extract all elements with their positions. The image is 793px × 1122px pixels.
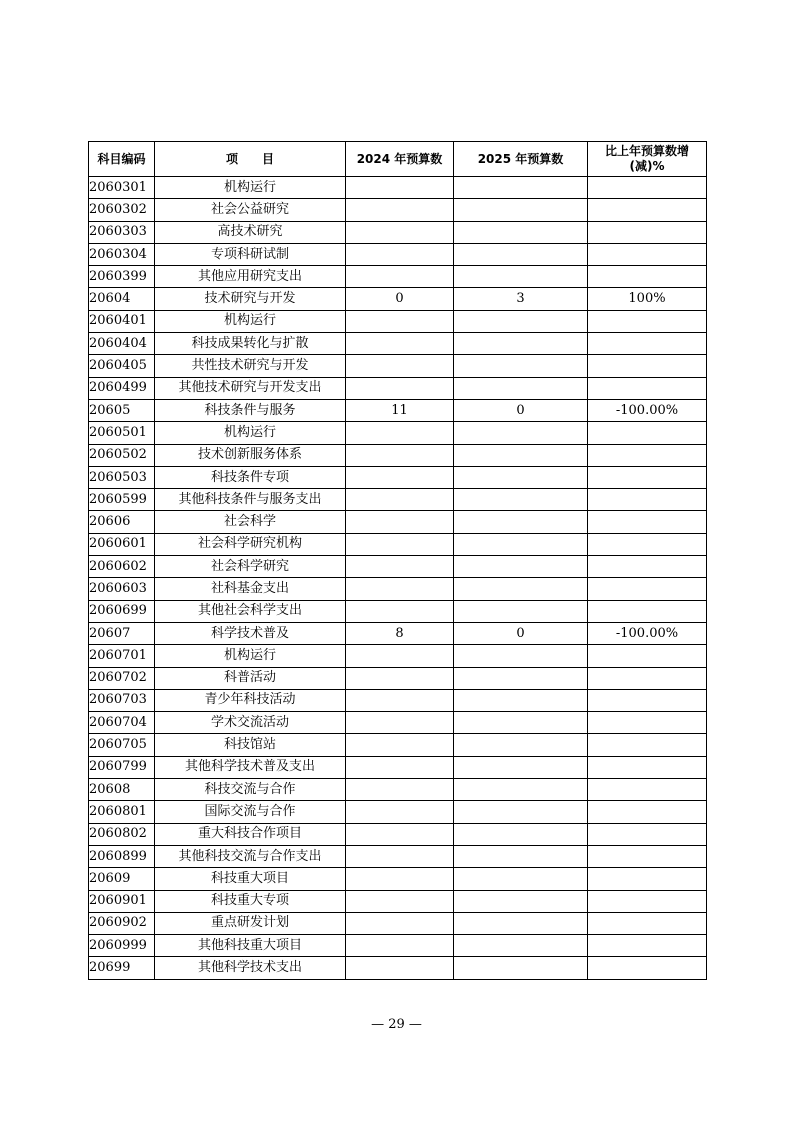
table-row: [89, 712, 707, 734]
cell-change: [588, 444, 707, 466]
table-row: [89, 422, 707, 444]
cell-budget-2025: [454, 578, 588, 600]
cell-change: [588, 912, 707, 934]
cell-code: 2060405: [89, 355, 155, 377]
cell-budget-2024: [346, 779, 454, 801]
cell-budget-2024: [346, 377, 454, 399]
cell-budget-2025: [454, 243, 588, 265]
cell-budget-2024: [346, 266, 454, 288]
cell-name: 其他应用研究支出: [155, 266, 346, 288]
cell-budget-2024: [346, 823, 454, 845]
cell-name: 其他科学技术支出: [155, 957, 346, 979]
cell-budget-2024: 11: [346, 399, 454, 421]
table-row: [89, 288, 707, 310]
table-row: [89, 489, 707, 511]
table-row: [89, 466, 707, 488]
cell-budget-2024: 8: [346, 622, 454, 644]
cell-code: 2060503: [89, 466, 155, 488]
table-row: [89, 333, 707, 355]
table-row: [89, 845, 707, 867]
cell-budget-2024: [346, 935, 454, 957]
cell-name: 科技重大专项: [155, 890, 346, 912]
cell-change: [588, 868, 707, 890]
cell-code: 2060701: [89, 645, 155, 667]
cell-code: 2060705: [89, 734, 155, 756]
table-row: [89, 645, 707, 667]
cell-name: 科技条件专项: [155, 466, 346, 488]
cell-budget-2024: [346, 333, 454, 355]
table-row: [89, 667, 707, 689]
cell-code: 2060502: [89, 444, 155, 466]
cell-budget-2025: [454, 756, 588, 778]
cell-budget-2024: [346, 890, 454, 912]
cell-budget-2025: [454, 890, 588, 912]
cell-budget-2024: [346, 489, 454, 511]
cell-name: 技术创新服务体系: [155, 444, 346, 466]
cell-change: [588, 712, 707, 734]
table-row: [89, 556, 707, 578]
cell-budget-2025: [454, 600, 588, 622]
cell-name: 机构运行: [155, 645, 346, 667]
table-row: [89, 243, 707, 265]
table-row: [89, 600, 707, 622]
cell-change: [588, 333, 707, 355]
cell-budget-2025: [454, 667, 588, 689]
cell-name: 共性技术研究与开发: [155, 355, 346, 377]
cell-code: 2060999: [89, 935, 155, 957]
cell-name: 其他科技条件与服务支出: [155, 489, 346, 511]
table-row: [89, 399, 707, 421]
table-row: [89, 199, 707, 221]
table-row: [89, 734, 707, 756]
cell-budget-2025: [454, 266, 588, 288]
cell-code: 2060802: [89, 823, 155, 845]
table-row: [89, 511, 707, 533]
cell-budget-2024: [346, 578, 454, 600]
table-row: [89, 935, 707, 957]
cell-budget-2024: [346, 868, 454, 890]
cell-change: [588, 845, 707, 867]
cell-budget-2025: [454, 422, 588, 444]
cell-code: 2060599: [89, 489, 155, 511]
cell-code: 20604: [89, 288, 155, 310]
cell-budget-2025: [454, 177, 588, 199]
cell-change: [588, 689, 707, 711]
header-code: 科目编码: [89, 142, 155, 177]
cell-change: [588, 489, 707, 511]
cell-code: 2060602: [89, 556, 155, 578]
cell-budget-2025: [454, 466, 588, 488]
cell-name: 学术交流活动: [155, 712, 346, 734]
cell-budget-2025: [454, 444, 588, 466]
cell-name: 国际交流与合作: [155, 801, 346, 823]
cell-change: [588, 177, 707, 199]
cell-budget-2024: [346, 801, 454, 823]
cell-budget-2024: [346, 199, 454, 221]
cell-budget-2024: [346, 712, 454, 734]
cell-budget-2024: [346, 422, 454, 444]
cell-budget-2025: [454, 310, 588, 332]
table-row: [89, 779, 707, 801]
cell-budget-2024: [346, 600, 454, 622]
table-row: [89, 221, 707, 243]
cell-change: [588, 310, 707, 332]
table-row: [89, 868, 707, 890]
table-row: [89, 266, 707, 288]
cell-name: 社科基金支出: [155, 578, 346, 600]
cell-budget-2024: [346, 533, 454, 555]
cell-code: 2060901: [89, 890, 155, 912]
cell-code: 2060404: [89, 333, 155, 355]
cell-change: [588, 734, 707, 756]
cell-budget-2025: [454, 734, 588, 756]
cell-budget-2025: 3: [454, 288, 588, 310]
table-row: [89, 689, 707, 711]
table-row: [89, 957, 707, 979]
cell-budget-2024: [346, 645, 454, 667]
header-name: 项 目: [155, 142, 346, 177]
cell-code: 2060601: [89, 533, 155, 555]
cell-change: [588, 756, 707, 778]
cell-code: 2060704: [89, 712, 155, 734]
cell-code: 2060702: [89, 667, 155, 689]
cell-change: [588, 511, 707, 533]
cell-change: [588, 779, 707, 801]
cell-budget-2025: [454, 957, 588, 979]
cell-change: [588, 667, 707, 689]
cell-name: 社会公益研究: [155, 199, 346, 221]
cell-code: 2060603: [89, 578, 155, 600]
cell-name: 社会科学: [155, 511, 346, 533]
cell-budget-2025: 0: [454, 622, 588, 644]
cell-name: 技术研究与开发: [155, 288, 346, 310]
cell-change: [588, 823, 707, 845]
header-budget-2025: 2025 年预算数: [454, 142, 588, 177]
cell-change: [588, 600, 707, 622]
header-budget-2024: 2024 年预算数: [346, 142, 454, 177]
cell-name: 重点研发计划: [155, 912, 346, 934]
cell-code: 2060304: [89, 243, 155, 265]
cell-budget-2024: [346, 310, 454, 332]
cell-name: 其他技术研究与开发支出: [155, 377, 346, 399]
table-row: [89, 355, 707, 377]
cell-change: [588, 466, 707, 488]
cell-code: 20609: [89, 868, 155, 890]
table-row: [89, 177, 707, 199]
cell-change: [588, 199, 707, 221]
table-row: [89, 533, 707, 555]
cell-budget-2025: [454, 199, 588, 221]
cell-change: -100.00%: [588, 399, 707, 421]
cell-change: [588, 935, 707, 957]
cell-budget-2025: [454, 801, 588, 823]
cell-budget-2024: [346, 221, 454, 243]
cell-budget-2025: [454, 935, 588, 957]
cell-code: 20607: [89, 622, 155, 644]
cell-budget-2024: [346, 243, 454, 265]
cell-code: 2060501: [89, 422, 155, 444]
cell-code: 20699: [89, 957, 155, 979]
cell-name: 专项科研试制: [155, 243, 346, 265]
cell-budget-2025: [454, 689, 588, 711]
cell-budget-2025: [454, 823, 588, 845]
cell-change: [588, 957, 707, 979]
cell-budget-2024: [346, 734, 454, 756]
cell-change: [588, 266, 707, 288]
cell-budget-2025: [454, 489, 588, 511]
cell-budget-2025: [454, 333, 588, 355]
table-row: [89, 823, 707, 845]
cell-name: 科技交流与合作: [155, 779, 346, 801]
cell-name: 科学技术普及: [155, 622, 346, 644]
cell-code: 2060399: [89, 266, 155, 288]
cell-name: 高技术研究: [155, 221, 346, 243]
cell-budget-2024: [346, 845, 454, 867]
cell-name: 其他科技重大项目: [155, 935, 346, 957]
cell-budget-2025: [454, 845, 588, 867]
cell-name: 青少年科技活动: [155, 689, 346, 711]
table-row: [89, 801, 707, 823]
budget-table: [88, 141, 707, 980]
cell-code: 2060801: [89, 801, 155, 823]
cell-name: 科技馆站: [155, 734, 346, 756]
cell-change: [588, 645, 707, 667]
cell-budget-2025: [454, 912, 588, 934]
cell-name: 其他科技交流与合作支出: [155, 845, 346, 867]
cell-name: 机构运行: [155, 310, 346, 332]
cell-budget-2025: [454, 533, 588, 555]
cell-change: [588, 422, 707, 444]
table-row: [89, 578, 707, 600]
cell-name: 科技重大项目: [155, 868, 346, 890]
table-body: [89, 177, 707, 980]
cell-budget-2024: [346, 667, 454, 689]
cell-budget-2024: [346, 756, 454, 778]
header-change: 比上年预算数增(减)%: [588, 142, 707, 177]
cell-change: [588, 221, 707, 243]
cell-code: 2060703: [89, 689, 155, 711]
cell-name: 社会科学研究机构: [155, 533, 346, 555]
cell-code: 2060301: [89, 177, 155, 199]
cell-code: 2060699: [89, 600, 155, 622]
page-number: — 29 —: [371, 1017, 422, 1032]
cell-code: 2060401: [89, 310, 155, 332]
cell-code: 20605: [89, 399, 155, 421]
cell-code: 20606: [89, 511, 155, 533]
cell-budget-2024: [346, 466, 454, 488]
cell-name: 机构运行: [155, 422, 346, 444]
cell-change: -100.00%: [588, 622, 707, 644]
cell-budget-2025: [454, 779, 588, 801]
cell-code: 20608: [89, 779, 155, 801]
cell-change: [588, 556, 707, 578]
cell-budget-2024: [346, 444, 454, 466]
cell-budget-2025: [454, 712, 588, 734]
cell-change: [588, 355, 707, 377]
table-row: [89, 444, 707, 466]
cell-change: [588, 890, 707, 912]
table-row: [89, 377, 707, 399]
cell-code: 2060902: [89, 912, 155, 934]
cell-budget-2025: [454, 556, 588, 578]
cell-budget-2024: [346, 912, 454, 934]
cell-budget-2024: [346, 689, 454, 711]
cell-budget-2024: [346, 177, 454, 199]
table-row: [89, 310, 707, 332]
cell-budget-2025: 0: [454, 399, 588, 421]
table-header-row: [89, 142, 707, 177]
cell-code: 2060899: [89, 845, 155, 867]
cell-name: 科技条件与服务: [155, 399, 346, 421]
table-row: [89, 890, 707, 912]
cell-name: 其他社会科学支出: [155, 600, 346, 622]
cell-budget-2024: [346, 957, 454, 979]
cell-code: 2060799: [89, 756, 155, 778]
cell-budget-2024: 0: [346, 288, 454, 310]
cell-name: 其他科学技术普及支出: [155, 756, 346, 778]
cell-name: 社会科学研究: [155, 556, 346, 578]
cell-change: [588, 533, 707, 555]
cell-budget-2025: [454, 868, 588, 890]
cell-code: 2060302: [89, 199, 155, 221]
cell-budget-2024: [346, 355, 454, 377]
table-row: [89, 622, 707, 644]
cell-budget-2024: [346, 556, 454, 578]
cell-budget-2025: [454, 377, 588, 399]
cell-budget-2025: [454, 645, 588, 667]
cell-name: 科普活动: [155, 667, 346, 689]
cell-code: 2060303: [89, 221, 155, 243]
cell-budget-2025: [454, 221, 588, 243]
cell-change: 100%: [588, 288, 707, 310]
cell-budget-2025: [454, 355, 588, 377]
cell-budget-2024: [346, 511, 454, 533]
cell-budget-2025: [454, 511, 588, 533]
cell-name: 机构运行: [155, 177, 346, 199]
cell-name: 科技成果转化与扩散: [155, 333, 346, 355]
cell-change: [588, 801, 707, 823]
cell-name: 重大科技合作项目: [155, 823, 346, 845]
cell-change: [588, 377, 707, 399]
cell-change: [588, 578, 707, 600]
table-row: [89, 756, 707, 778]
table-row: [89, 912, 707, 934]
cell-code: 2060499: [89, 377, 155, 399]
cell-change: [588, 243, 707, 265]
